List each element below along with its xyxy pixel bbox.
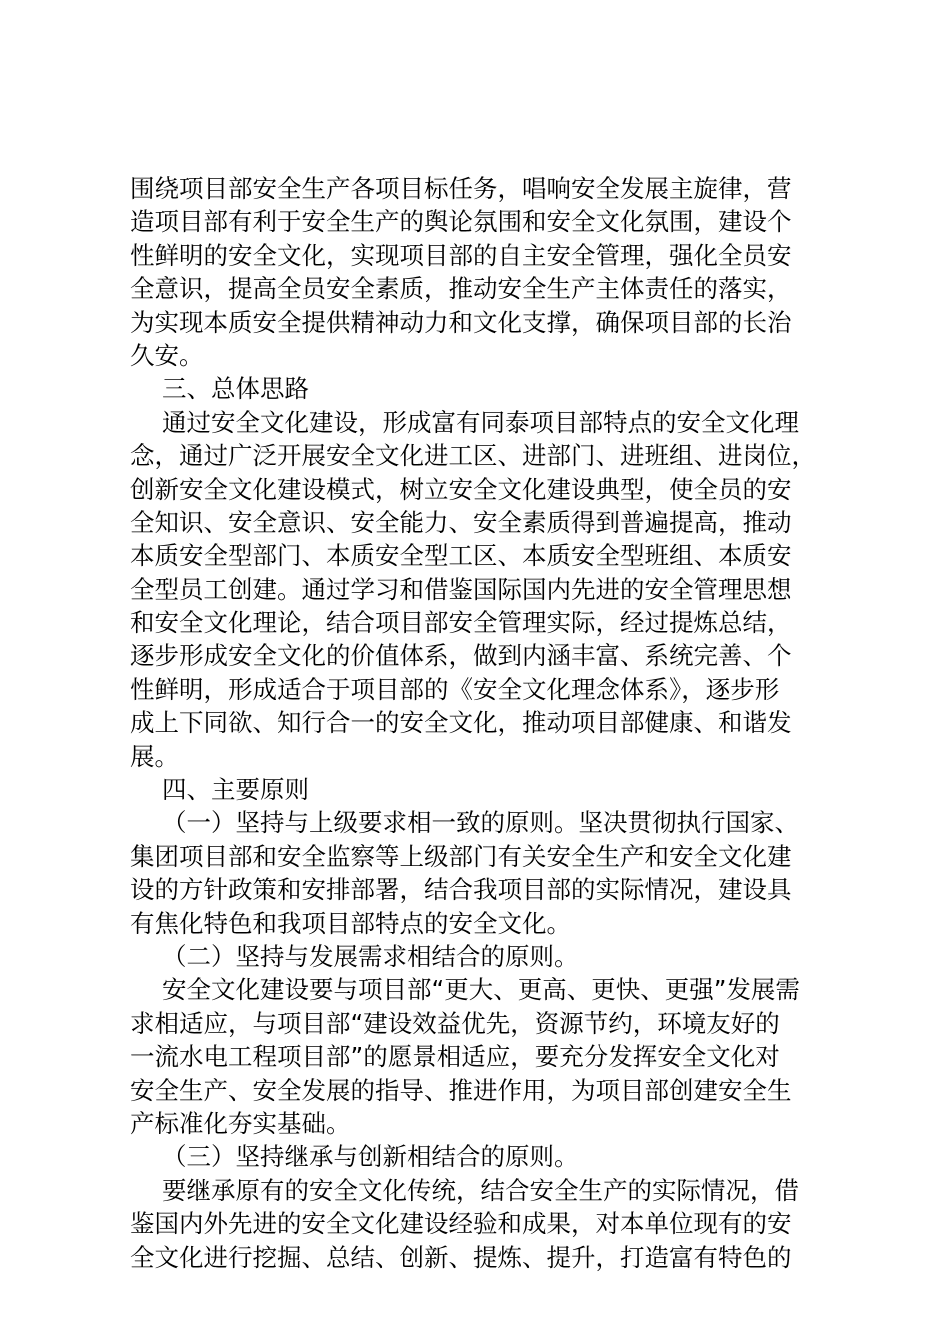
text-line: 和安全文化理论，结合项目部安全管理实际，经过提炼总结， bbox=[130, 608, 792, 638]
text-line: 展。 bbox=[130, 741, 179, 771]
text-line: 四、主要原则 bbox=[162, 775, 309, 805]
text-line: 有焦化特色和我项目部特点的安全文化。 bbox=[130, 908, 571, 938]
text-line: 逐步形成安全文化的价值体系，做到内涵丰富、系统完善、个 bbox=[130, 641, 792, 671]
text-line: 成上下同欲、知行合一的安全文化，推动项目部健康、和谐发 bbox=[130, 708, 792, 738]
text-line: 通过安全文化建设，形成富有同泰项目部特点的安全文化理 bbox=[162, 407, 799, 437]
text-line: 性鲜明，形成适合于项目部的《安全文化理念体系》，逐步形 bbox=[130, 674, 780, 704]
text-line: 性鲜明的安全文化，实现项目部的自主安全管理，强化全员安 bbox=[130, 240, 792, 270]
text-line: 全文化进行挖掘、总结、创新、提炼、提升，打造富有特色的 bbox=[130, 1242, 792, 1272]
text-line: 全意识，提高全员安全素质，推动安全生产主体责任的落实， bbox=[130, 274, 792, 304]
text-line: 围绕项目部安全生产各项目标任务，唱响安全发展主旋律，营 bbox=[130, 174, 792, 203]
text-line: 久安。 bbox=[130, 340, 204, 370]
text-line: （一）坚持与上级要求相一致的原则。坚决贯彻执行国家、 bbox=[162, 808, 799, 838]
text-line: 鉴国内外先进的安全文化建设经验和成果，对本单位现有的安 bbox=[130, 1209, 792, 1239]
text-line: 造项目部有利于安全生产的舆论氛围和安全文化氛围，建设个 bbox=[130, 207, 792, 237]
text-line: 全知识、安全意识、安全能力、安全素质得到普遍提高，推动 bbox=[130, 507, 792, 537]
text-line: 一流水电工程项目部”的愿景相适应，要充分发挥安全文化对 bbox=[130, 1042, 780, 1072]
text-line: 三、总体思路 bbox=[162, 374, 309, 404]
text-line: 创新安全文化建设模式，树立安全文化建设典型，使全员的安 bbox=[130, 474, 792, 504]
text-line: 本质安全型部门、本质安全型工区、本质安全型班组、本质安 bbox=[130, 541, 792, 571]
text-line: 产标准化夯实基础。 bbox=[130, 1108, 351, 1138]
text-line: 全型员工创建。通过学习和借鉴国际国内先进的安全管理思想 bbox=[130, 574, 792, 604]
text-line: 为实现本质安全提供精神动力和文化支撑，确保项目部的长治 bbox=[130, 307, 792, 337]
text-line: 安全生产、安全发展的指导、推进作用，为项目部创建安全生 bbox=[130, 1075, 792, 1105]
text-line: （二）坚持与发展需求相结合的原则。 bbox=[162, 941, 579, 971]
document-body bbox=[130, 172, 830, 1274]
text-line: 求相适应，与项目部“建设效益优先，资源节约，环境友好的 bbox=[130, 1008, 780, 1038]
text-line: 设的方针政策和安排部署，结合我项目部的实际情况，建设具 bbox=[130, 875, 792, 905]
text-line: 要继承原有的安全文化传统，结合安全生产的实际情况，借 bbox=[162, 1175, 799, 1205]
text-line: 念，通过广泛开展安全文化进工区、进部门、进班组、进岗位， bbox=[130, 441, 816, 471]
text-line: 安全文化建设要与项目部“更大、更高、更快、更强”发展需 bbox=[162, 975, 800, 1005]
text-line: （三）坚持继承与创新相结合的原则。 bbox=[162, 1142, 579, 1172]
text-line: 集团项目部和安全监察等上级部门有关安全生产和安全文化建 bbox=[130, 841, 792, 871]
